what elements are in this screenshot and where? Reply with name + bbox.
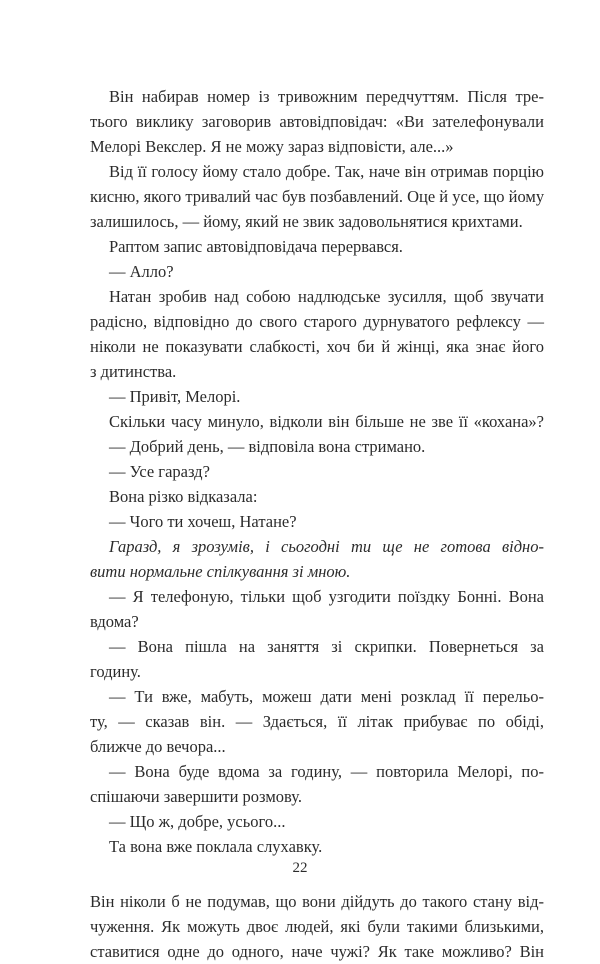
text-line: — Вона буде вдома за годину, — повторила Мелорі, по- [109,762,544,781]
text-line: — Вона пішла на заняття зі скрипки. Повернеться за [109,637,544,656]
text-line: — Алло? [109,262,174,281]
text-line: — Привіт, Мелорі. [109,387,241,406]
text-line: Він ніколи б не подумав, що вони дійдуть до такого стану від- [90,892,544,911]
text-line: кисню, якого тривалий час був позбавлений. Оце й усе, що йому [90,187,545,206]
text-line: — Що ж, добре, усього... [109,812,286,831]
text-line: вдома? [90,612,139,631]
text-line: ніколи не показувати слабкості, хоч би й жінці, яка знає його [90,337,544,356]
text-line: радісно, відповідно до свого старого дурнуватого рефлексу — [90,312,544,331]
text-line: годину. [90,662,141,681]
text-line: — Чого ти хочеш, Натане? [109,512,297,531]
text-line: тього виклику заговорив автовідповідач: «Ви зателефонували [90,112,544,131]
text-line: Натан зробив над собою надлюдське зусилля, щоб звучати [109,287,544,306]
text-line: ближче до вечора... [90,737,226,756]
text-line: — Добрий день, — відповіла вона стримано. [109,437,426,456]
text-line: ставитися одне до одного, наче чужі? Як таке можливо? Він [90,942,544,961]
text-line: Раптом запис автовідповідача перервався. [109,237,403,256]
text-line: Мелорі Векслер. Я не можу зараз відповісти, але...» [90,137,454,156]
page-number: 22 [292,860,308,876]
text-line: залишилось, — йому, який не звик задовольнятися крихтами. [90,212,523,231]
text-line: — Усе гаразд? [109,462,210,481]
text-line: Він набирав номер із тривожним передчуттям. Після тре- [109,87,544,106]
text-line: — Ти вже, мабуть, можеш дати мені розклад її перельо- [109,687,544,706]
text-line: Гаразд, я зрозумів, і сьогодні ти ще не готова відно- [109,537,544,556]
text-line: ту, — сказав він. — Здається, її літак прибуває по обіді, [90,712,544,731]
text-line: — Я телефоную, тільки щоб узгодити поїздку Бонні. Вона [109,587,544,606]
text-line: вити нормальне спілкування зі мною. [90,562,351,581]
text-line: спішаючи завершити розмову. [90,787,302,806]
text-line: з дитинства. [90,362,177,381]
page-body [90,84,544,964]
text-line: Та вона вже поклала слухавку. [109,837,323,856]
text-line: чуження. Як можуть двоє людей, які були такими близькими, [90,917,544,936]
text-line: Вона різко відказала: [109,487,258,506]
text-line: Від її голосу йому стало добре. Так, наче він отримав порцію [109,162,544,181]
text-line: Скільки часу минуло, відколи він більше не зве її «кохана»? [109,412,544,431]
